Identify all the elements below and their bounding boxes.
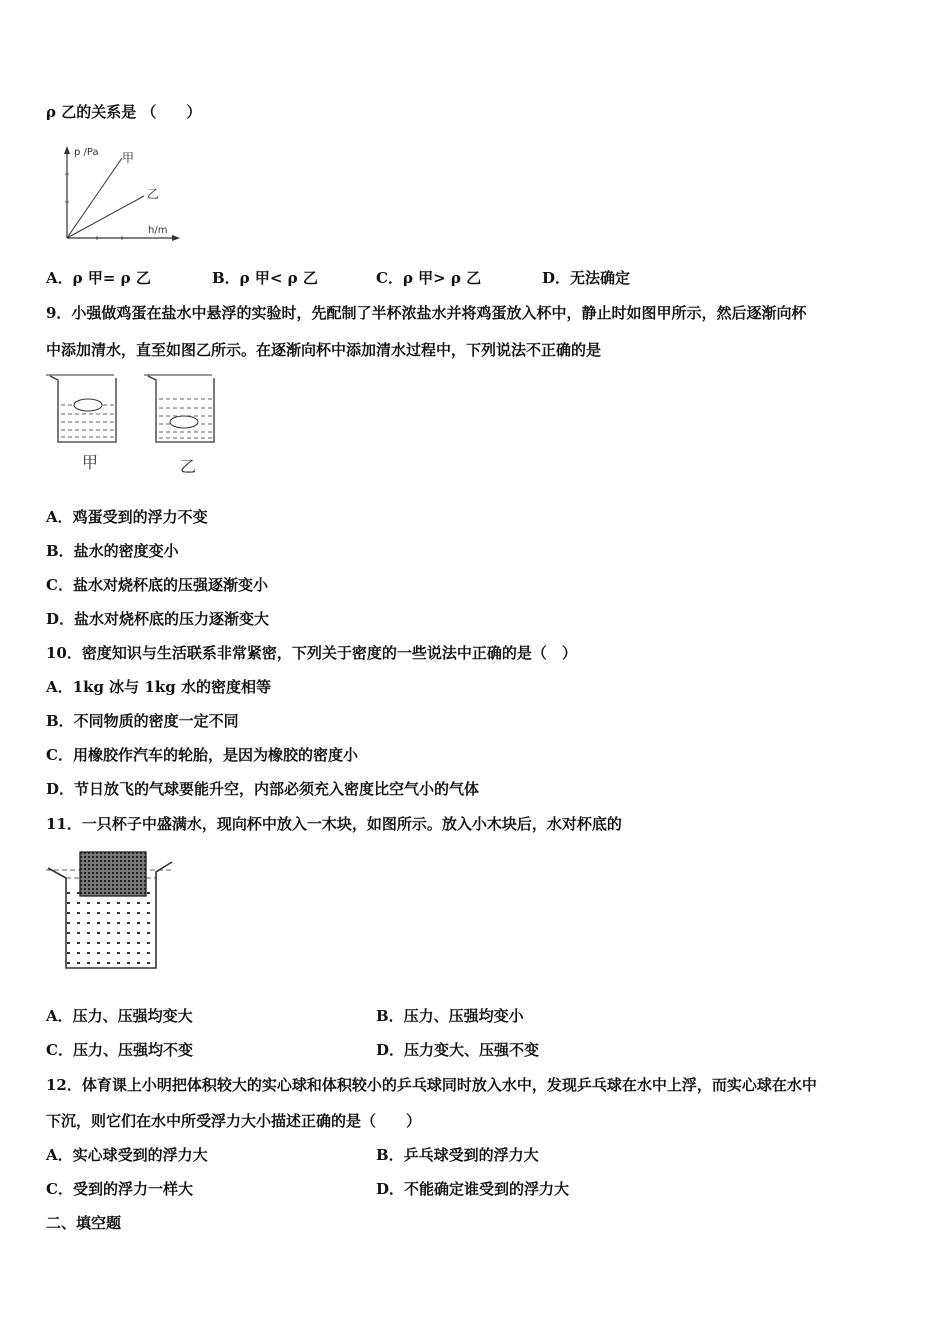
q9-option-d[interactable]: D．盐水对烧杯底的压力逐渐变大 [46,610,270,628]
beaker-jia-label: 甲 [82,453,99,472]
q9-stem-line2: 中添加清水，直至如图乙所示。在逐渐向杯中添加清水过程中，下列说法不正确的是 [46,341,602,359]
q12-option-d[interactable]: D．不能确定谁受到的浮力大 [376,1180,570,1198]
q12-option-a[interactable]: A．实心球受到的浮力大 [46,1146,208,1164]
q12-stem-line2: 下沉，则它们在水中所受浮力大小描述正确的是（ ） [46,1112,422,1130]
q8-option-a[interactable]: A．ρ 甲= ρ 乙 [46,269,151,287]
beaker-jia [46,375,116,472]
line-yi [67,196,144,238]
q11-stem: 11．一只杯子中盛满水，现向杯中放入一木块，如图所示。放入小木块后，水对杯底的 [46,815,622,833]
q9-beaker-figure [44,372,224,477]
wood-block [80,852,146,896]
q8-option-d[interactable]: D．无法确定 [542,269,631,287]
q12-stem-line1: 12．体育课上小明把体积较大的实心球和体积较小的乒乓球同时放入水中，发现乒乓球在水中上浮，而实心球在水中 [46,1076,817,1094]
q9-option-a[interactable]: A．鸡蛋受到的浮力不变 [46,508,208,526]
x-axis-label: h/m [148,225,168,236]
q11-option-c[interactable]: C．压力、压强均不变 [46,1041,193,1059]
q10-option-a[interactable]: A．1kg 冰与 1kg 水的密度相等 [46,678,271,696]
q9-stem-line1: 9．小强做鸡蛋在盐水中悬浮的实验时，先配制了半杯浓盐水并将鸡蛋放入杯中，静止时如图甲所示，然后逐渐向杯 [46,304,807,322]
q9-option-b[interactable]: B．盐水的密度变小 [46,542,179,560]
q9-option-c[interactable]: C．盐水对烧杯底的压强逐渐变小 [46,576,268,594]
q11-option-b[interactable]: B．压力、压强均变小 [376,1007,524,1025]
section-heading-fill-in: 二、填空题 [46,1214,122,1232]
line-jia-label: 甲 [122,151,135,165]
q8-option-b[interactable]: B．ρ 甲< ρ 乙 [212,269,318,287]
q8-option-c[interactable]: C．ρ 甲> ρ 乙 [376,269,482,287]
q11-option-a[interactable]: A．压力、压强均变大 [46,1007,193,1025]
q10-option-c[interactable]: C．用橡胶作汽车的轮胎，是因为橡胶的密度小 [46,746,358,764]
q10-option-b[interactable]: B．不同物质的密度一定不同 [46,712,239,730]
y-axis-label: p /Pa [74,147,99,158]
q12-option-b[interactable]: B．乒乓球受到的浮力大 [376,1146,539,1164]
q11-option-d[interactable]: D．压力变大、压强不变 [376,1041,540,1059]
q11-cup-figure [44,848,174,972]
q12-option-c[interactable]: C．受到的浮力一样大 [46,1180,193,1198]
beaker-yi [144,375,214,476]
beaker-yi-label: 乙 [180,457,197,476]
line-jia [67,158,122,238]
q8-stem-tail: ρ 乙的关系是 （ ） [46,103,202,121]
q8-pressure-depth-graph [52,142,182,244]
q10-stem: 10．密度知识与生活联系非常紧密，下列关于密度的一些说法中正确的是（ ） [46,644,577,662]
q10-option-d[interactable]: D．节日放飞的气球要能升空，内部必须充入密度比空气小的气体 [46,780,480,798]
line-yi-label: 乙 [147,187,160,201]
